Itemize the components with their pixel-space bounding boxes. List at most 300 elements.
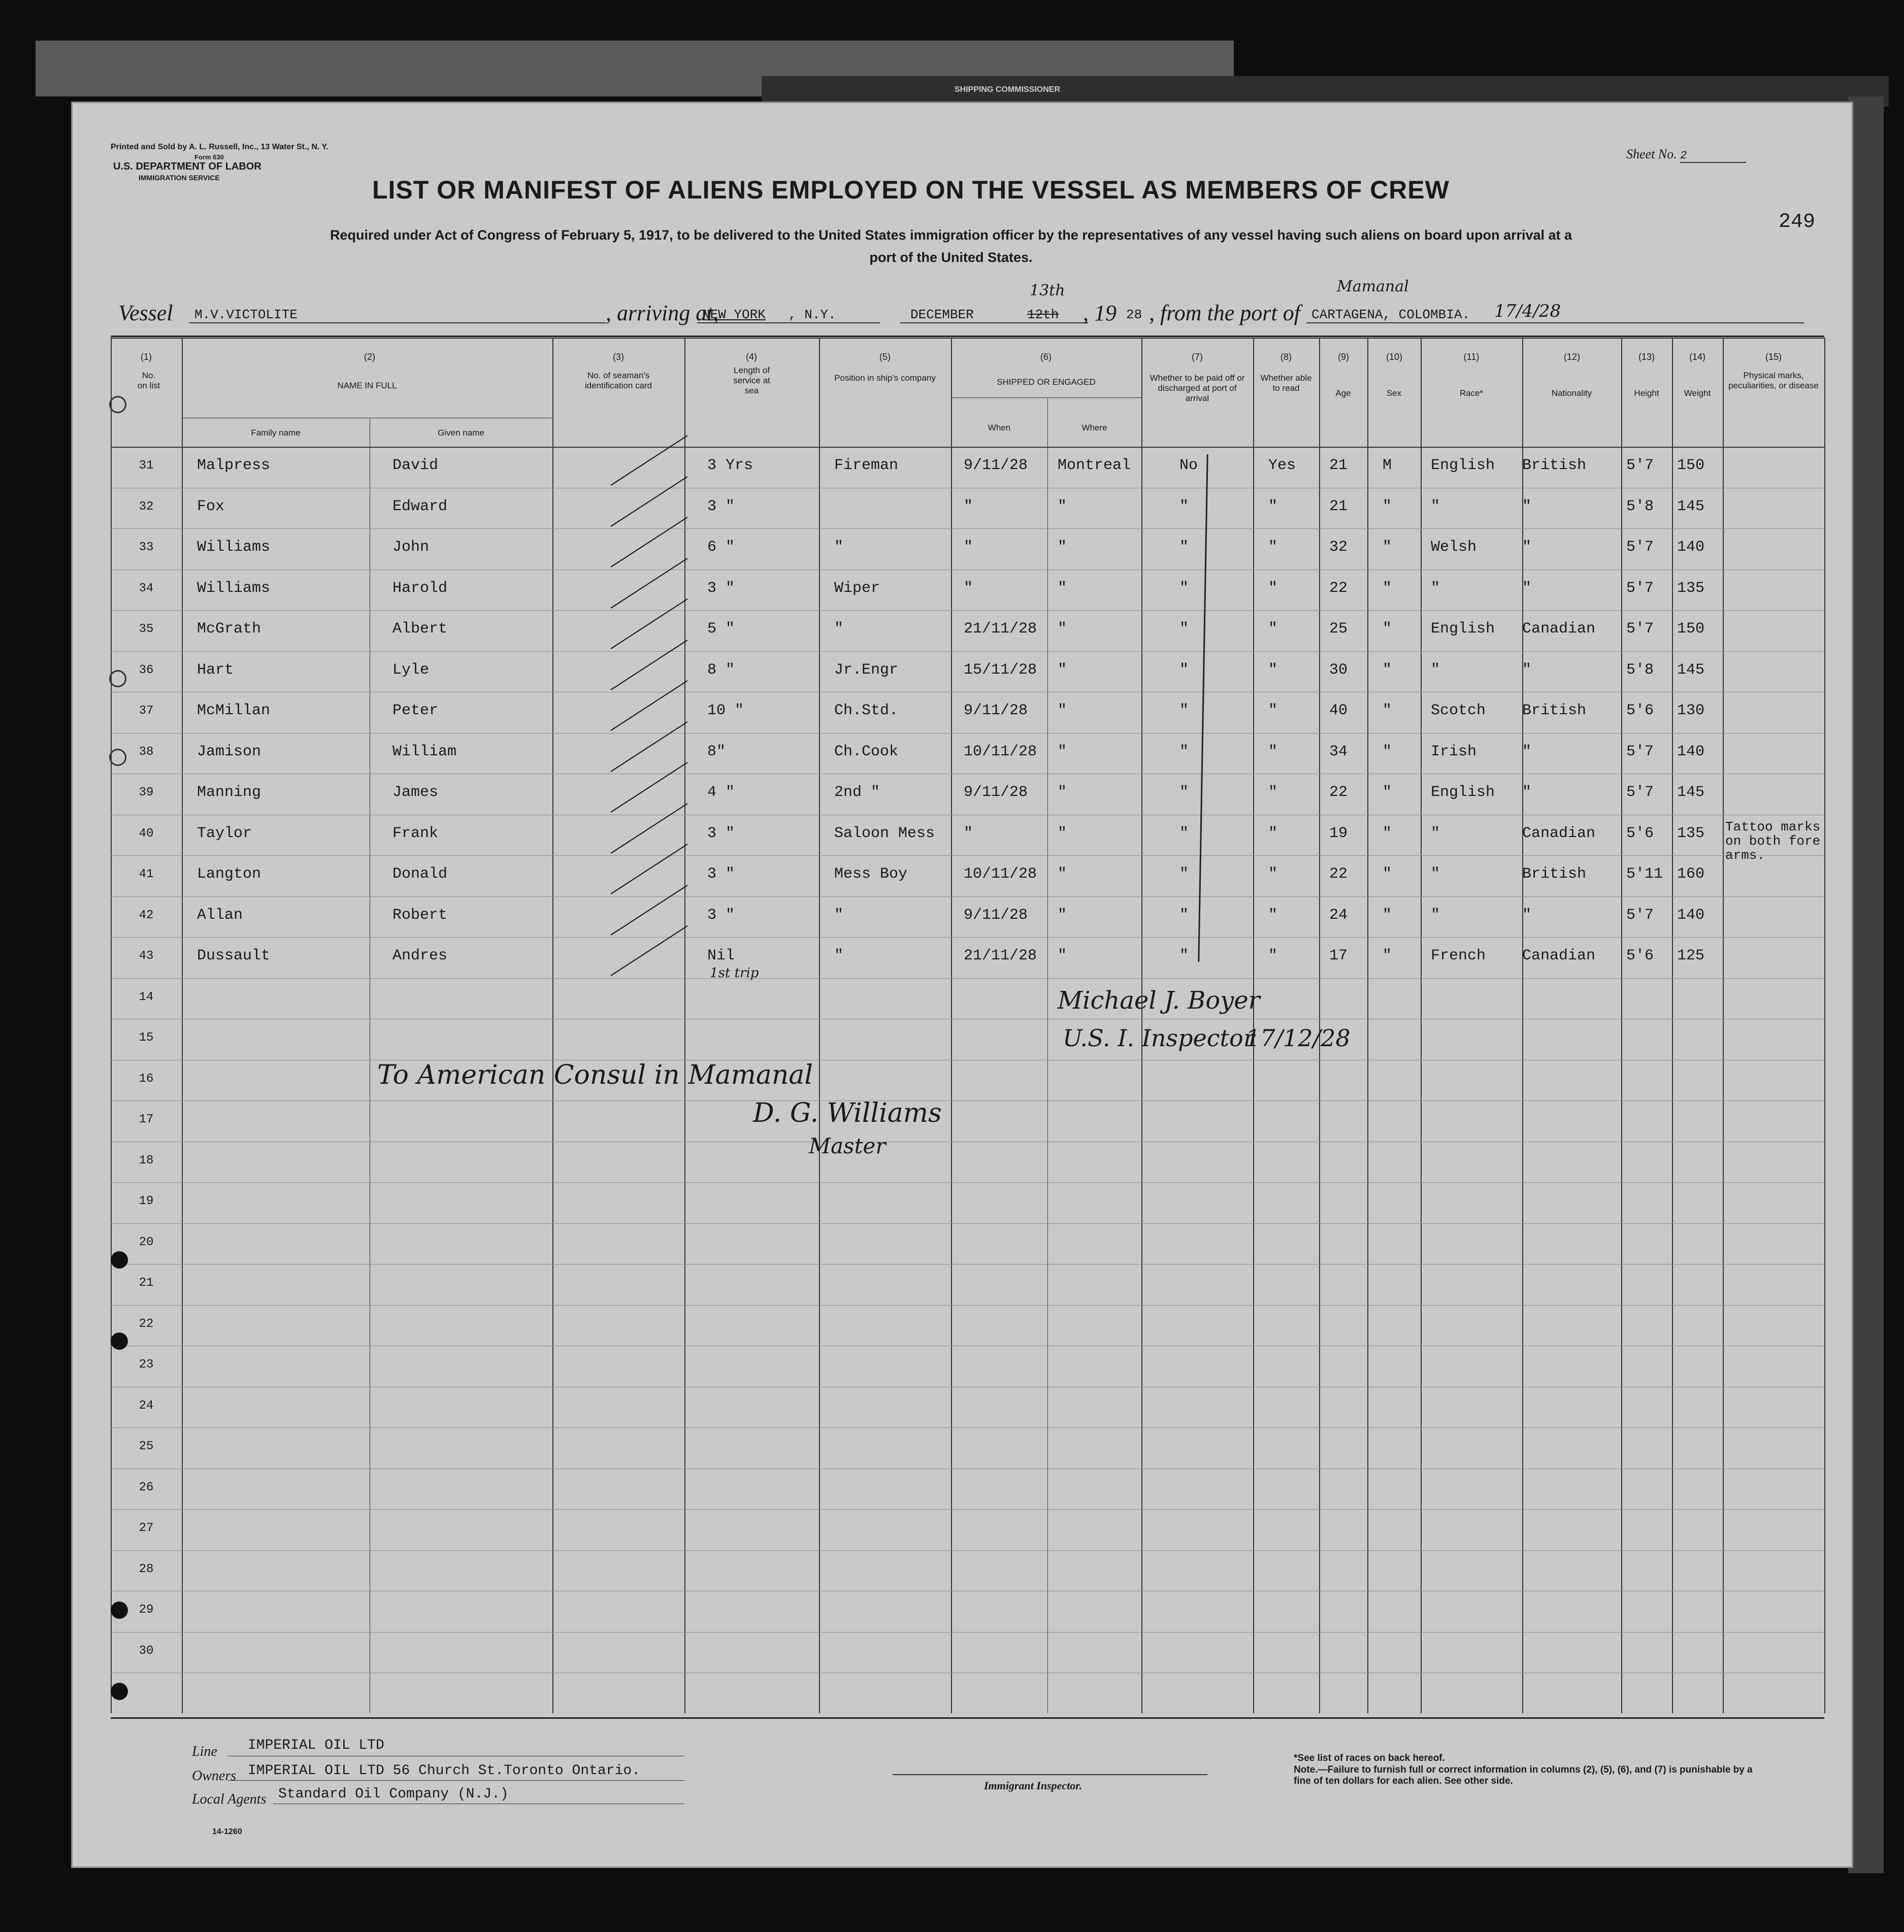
cell-nationality: "	[1522, 497, 1532, 515]
row-number: 29	[139, 1603, 154, 1617]
crew-table	[111, 338, 1824, 1713]
shipped-subhead-rule	[951, 397, 1141, 398]
row-number: 28	[139, 1562, 154, 1576]
page-stamp: 249	[1779, 211, 1816, 234]
manifest-sheet	[71, 102, 1853, 1868]
cell-paid-off: "	[1179, 865, 1189, 883]
cell-sex: "	[1383, 579, 1392, 597]
form-number: Form 630	[194, 153, 224, 161]
subtitle-line-1: Required under Act of Congress of February 5, 1917, to be delivered to the United States immigration officer by the representatives of any vessel having such aliens on board upon arrival at a	[330, 227, 1572, 243]
cell-weight: 140	[1677, 906, 1705, 924]
cell-sex: "	[1383, 497, 1392, 515]
cell-paid-off: No	[1179, 457, 1198, 474]
cell-race: Welsh	[1431, 539, 1477, 556]
sheet-number: 2	[1680, 149, 1746, 163]
cell-when: 9/11/28	[964, 457, 1028, 474]
cell-service: 8"	[707, 743, 726, 760]
cell-sex: "	[1383, 743, 1392, 760]
cell-when: "	[964, 579, 973, 597]
cell-height: 5'6	[1626, 824, 1654, 842]
sheet-number-field	[1626, 147, 1746, 163]
races-note: *See list of races on back hereof.	[1294, 1753, 1445, 1763]
port-corrected: Mamanal	[1337, 278, 1409, 295]
cell-position: "	[834, 620, 844, 638]
year-suffix: 28	[1126, 307, 1142, 322]
punch-ring	[109, 396, 126, 413]
cell-nationality: Canadian	[1522, 947, 1596, 964]
cell-weight: 145	[1677, 784, 1705, 801]
row-number: 23	[139, 1358, 154, 1372]
cell-paid-off: "	[1179, 906, 1189, 924]
col-height: Height	[1634, 388, 1659, 398]
col-able-to-read: Whether able to read	[1260, 373, 1312, 393]
cell-given: Lyle	[392, 661, 430, 679]
paid-off-stroke	[1198, 454, 1208, 962]
master-signature: D. G. Williams	[753, 1098, 942, 1128]
line-value: IMPERIAL OIL LTD	[248, 1738, 384, 1753]
cell-given: James	[392, 784, 439, 801]
cell-when: 9/11/28	[964, 702, 1028, 719]
cell-family: McGrath	[197, 620, 261, 638]
page-title: LIST OR MANIFEST OF ALIENS EMPLOYED ON THE VESSEL AS MEMBERS OF CREW	[372, 176, 1450, 204]
col-when: When	[988, 423, 1011, 432]
grid-vline	[1421, 338, 1422, 1713]
cell-when: "	[964, 539, 973, 556]
cell-given: Frank	[392, 824, 439, 842]
row-rule	[111, 610, 1824, 611]
colnum-2: (2)	[364, 352, 375, 362]
form-code: 14-1260	[212, 1827, 242, 1836]
cell-where: "	[1058, 743, 1067, 760]
arriving-label: , arriving at,	[606, 301, 719, 325]
owners-underline	[227, 1780, 684, 1781]
cell-given: John	[392, 539, 430, 556]
cell-nationality: "	[1522, 661, 1532, 679]
cell-paid-off: "	[1179, 497, 1189, 515]
id-card-slash	[610, 680, 687, 731]
punch-ring	[109, 749, 126, 766]
cell-nationality: "	[1522, 906, 1532, 924]
cell-read: "	[1268, 539, 1278, 556]
cell-when: 9/11/28	[964, 906, 1028, 924]
cell-where: "	[1058, 824, 1067, 842]
id-card-slash	[610, 640, 687, 690]
cell-nationality: "	[1522, 579, 1532, 597]
colnum-6: (6)	[1040, 352, 1052, 362]
row-rule	[111, 1305, 1824, 1306]
row-rule	[111, 1509, 1824, 1510]
cell-age: 19	[1329, 824, 1348, 842]
arrival-day-corrected: 13th	[1030, 282, 1065, 299]
colnum-11: (11)	[1463, 352, 1480, 362]
cell-when: 9/11/28	[964, 784, 1028, 801]
cell-nationality: "	[1522, 743, 1532, 760]
cell-service: Nil	[707, 947, 735, 964]
cell-age: 21	[1329, 497, 1348, 515]
vessel-label: Vessel	[118, 301, 173, 325]
year-prefix: , 19	[1083, 301, 1117, 325]
cell-sex: "	[1383, 620, 1392, 638]
cell-nationality: "	[1522, 539, 1532, 556]
cell-read: "	[1268, 620, 1278, 638]
cell-race: "	[1431, 661, 1440, 679]
grid-vline	[1367, 338, 1368, 1713]
arriving-state: , N.Y.	[789, 307, 836, 322]
cell-where: "	[1058, 906, 1067, 924]
cell-race: English	[1431, 784, 1495, 801]
cell-height: 5'7	[1626, 743, 1654, 760]
printer-line: Printed and Sold by A. L. Russell, Inc., 13 Water St., N. Y.	[111, 143, 329, 151]
cell-read: Yes	[1268, 457, 1296, 474]
cell-read: "	[1268, 702, 1278, 719]
cell-where: "	[1058, 620, 1067, 638]
cell-position: Ch.Std.	[834, 702, 899, 719]
id-card-slash	[610, 558, 687, 609]
cell-family: Fox	[197, 497, 225, 515]
arriving-underline	[697, 321, 880, 323]
vessel-name: M.V.VICTOLITE	[194, 307, 298, 322]
cell-family: Manning	[197, 784, 261, 801]
row-rule	[111, 1182, 1824, 1183]
cell-given: Peter	[392, 702, 439, 719]
cell-weight: 150	[1677, 457, 1705, 474]
row-rule	[111, 1427, 1824, 1428]
row-number: 31	[139, 459, 154, 473]
header-bottom-rule	[111, 447, 1824, 448]
row-number: 42	[139, 908, 154, 922]
id-card-slash	[610, 517, 687, 568]
header-rule	[111, 338, 1824, 339]
back-sheet-right	[1848, 96, 1884, 1873]
cell-age: 30	[1329, 661, 1348, 679]
row-rule	[111, 1632, 1824, 1633]
cell-weight: 145	[1677, 497, 1705, 515]
row-rule	[111, 896, 1824, 897]
vessel-name-underline	[189, 321, 606, 323]
cell-race: Scotch	[1431, 702, 1486, 719]
cell-age: 32	[1329, 539, 1348, 556]
cell-when: "	[964, 824, 973, 842]
cell-family: McMillan	[197, 702, 271, 719]
cell-paid-off: "	[1179, 620, 1189, 638]
cell-height: 5'8	[1626, 497, 1654, 515]
punch-hole	[111, 1683, 128, 1700]
colnum-12: (12)	[1563, 352, 1580, 362]
colnum-14: (14)	[1689, 352, 1705, 362]
cell-when: 10/11/28	[964, 865, 1037, 883]
cell-position: Mess Boy	[834, 865, 908, 883]
row-rule	[111, 1550, 1824, 1551]
cell-nationality: Canadian	[1522, 824, 1596, 842]
col-family-name: Family name	[251, 428, 301, 438]
vessel-line	[118, 278, 1850, 326]
cell-family: Malpress	[197, 457, 271, 474]
cell-when: 21/11/28	[964, 947, 1037, 964]
cell-weight: 135	[1677, 579, 1705, 597]
grid-vline	[1621, 338, 1622, 1713]
cell-race: English	[1431, 457, 1495, 474]
first-trip-note: 1st trip	[710, 965, 759, 981]
top-strip-label: SHIPPING COMMISSIONER	[955, 85, 1061, 94]
cell-height: 5'8	[1626, 661, 1654, 679]
grid-vline	[552, 338, 553, 1713]
row-number: 22	[139, 1317, 154, 1331]
cell-where: "	[1058, 702, 1067, 719]
col-race: Race*	[1459, 388, 1484, 398]
line-label: Line	[192, 1744, 217, 1759]
cell-weight: 145	[1677, 661, 1705, 679]
cell-height: 5'6	[1626, 702, 1654, 719]
cell-sex: "	[1383, 784, 1392, 801]
cell-where: "	[1058, 539, 1067, 556]
cell-race: "	[1431, 824, 1440, 842]
fine-note: Note.—Failure to furnish full or correct information in columns (2), (5), (6), and (7) is punishable by a fine of ten dollars for each alien. See other side.	[1294, 1764, 1753, 1786]
id-card-slash	[610, 762, 687, 813]
cell-when: 21/11/28	[964, 620, 1037, 638]
cell-given: David	[392, 457, 439, 474]
cell-age: 24	[1329, 906, 1348, 924]
col-where: Where	[1081, 423, 1107, 432]
cell-where: "	[1058, 865, 1067, 883]
row-number: 27	[139, 1521, 154, 1535]
row-number: 30	[139, 1644, 154, 1658]
from-label: , from the port of	[1149, 301, 1300, 325]
cell-read: "	[1268, 824, 1278, 842]
row-rule	[111, 733, 1824, 734]
cell-service: 5 "	[707, 620, 735, 638]
cell-weight: 140	[1677, 539, 1705, 556]
id-card-slash	[610, 885, 687, 936]
row-number: 14	[139, 990, 154, 1004]
col-given-name: Given name	[438, 428, 484, 438]
row-number: 37	[139, 704, 154, 718]
id-card-slash	[610, 803, 687, 854]
colnum-3: (3)	[613, 352, 624, 362]
cell-read: "	[1268, 784, 1278, 801]
cell-service: 3 "	[707, 497, 735, 515]
footer	[111, 1717, 1824, 1859]
cell-weight: 130	[1677, 702, 1705, 719]
cell-given: Donald	[392, 865, 448, 883]
cell-service: 10 "	[707, 702, 744, 719]
cell-read: "	[1268, 865, 1278, 883]
grid-vline	[1672, 338, 1673, 1713]
grid-vline	[819, 338, 820, 1713]
arriving-port: NEW YORK	[702, 307, 766, 322]
cell-position: "	[834, 539, 844, 556]
punch-hole	[111, 1333, 128, 1350]
arrival-day-struck: 12th	[1027, 307, 1059, 322]
id-card-slash	[610, 435, 687, 486]
row-number: 38	[139, 745, 154, 759]
grid-vline	[951, 338, 952, 1713]
col-nationality: Nationality	[1551, 388, 1592, 398]
cell-where: "	[1058, 497, 1067, 515]
row-number: 17	[139, 1113, 154, 1126]
cell-position: Fireman	[834, 457, 899, 474]
cell-sex: "	[1383, 702, 1392, 719]
row-number: 25	[139, 1440, 154, 1453]
cell-position: Jr.Engr	[834, 661, 899, 679]
cell-nationality: Canadian	[1522, 620, 1596, 638]
row-number: 36	[139, 663, 154, 677]
cell-family: Williams	[197, 539, 271, 556]
cell-position: "	[834, 947, 844, 964]
col-position: Position in ship's company	[834, 373, 936, 383]
cell-sex: "	[1383, 865, 1392, 883]
id-card-slash	[610, 476, 687, 527]
cell-race: "	[1431, 497, 1440, 515]
cell-position: 2nd "	[834, 784, 880, 801]
colnum-8: (8)	[1281, 352, 1292, 362]
row-rule	[111, 528, 1824, 529]
agents-label: Local Agents	[192, 1791, 267, 1807]
cell-paid-off: "	[1179, 539, 1189, 556]
row-rule	[111, 1223, 1824, 1224]
cell-race: "	[1431, 579, 1440, 597]
cell-position: "	[834, 906, 844, 924]
cell-read: "	[1268, 947, 1278, 964]
punch-ring	[109, 670, 126, 687]
cell-service: 3 Yrs	[707, 457, 753, 474]
cell-where: "	[1058, 579, 1067, 597]
cell-age: 34	[1329, 743, 1348, 760]
col-length-service: Length of service at sea	[733, 365, 770, 395]
cell-when: 10/11/28	[964, 743, 1037, 760]
col-shipped-engaged: SHIPPED OR ENGAGED	[997, 377, 1096, 387]
cell-service: 3 "	[707, 906, 735, 924]
cell-weight: 160	[1677, 865, 1705, 883]
row-number: 39	[139, 786, 154, 800]
col-age: Age	[1335, 388, 1351, 398]
colnum-5: (5)	[879, 352, 891, 362]
sheet-label: Sheet No.	[1626, 147, 1677, 161]
cell-sex: "	[1383, 661, 1392, 679]
vessel-rule	[111, 336, 1824, 337]
cell-read: "	[1268, 906, 1278, 924]
cell-paid-off: "	[1179, 947, 1189, 964]
row-rule	[111, 978, 1824, 979]
cell-family: Dussault	[197, 947, 271, 964]
date-underline	[900, 321, 1088, 323]
cell-sex: M	[1383, 457, 1392, 474]
cell-race: Irish	[1431, 743, 1477, 760]
cell-physical-marks: Tattoo marks on both fore arms.	[1725, 819, 1821, 863]
cell-given: Andres	[392, 947, 448, 964]
cell-age: 22	[1329, 784, 1348, 801]
consul-note: To American Consul in Mamanal	[377, 1060, 813, 1090]
colnum-15: (15)	[1765, 352, 1782, 362]
row-number: 32	[139, 499, 154, 514]
cell-race: "	[1431, 865, 1440, 883]
cell-height: 5'7	[1626, 620, 1654, 638]
cell-height: 5'11	[1626, 865, 1663, 883]
colnum-9: (9)	[1338, 352, 1349, 362]
cell-read: "	[1268, 661, 1278, 679]
colnum-7: (7)	[1192, 352, 1203, 362]
cell-service: 6 "	[707, 539, 735, 556]
subtitle	[189, 224, 1713, 269]
cell-height: 5'7	[1626, 784, 1654, 801]
cell-given: Albert	[392, 620, 448, 638]
cell-height: 5'7	[1626, 579, 1654, 597]
row-number: 33	[139, 541, 154, 554]
cell-given: Edward	[392, 497, 448, 515]
colnum-4: (4)	[746, 352, 757, 362]
from-underline	[1306, 321, 1804, 323]
cell-service: 8 "	[707, 661, 735, 679]
cell-nationality: British	[1522, 457, 1587, 474]
cell-race: "	[1431, 906, 1440, 924]
row-rule	[111, 937, 1824, 938]
date-note: 17/4/28	[1494, 301, 1561, 321]
grid-vline	[1824, 338, 1825, 1713]
cell-family: Allan	[197, 906, 243, 924]
cell-given: William	[392, 743, 457, 760]
grid-vline	[684, 338, 685, 1713]
row-number: 21	[139, 1276, 154, 1290]
row-number: 19	[139, 1194, 154, 1208]
row-number: 18	[139, 1153, 154, 1168]
cell-family: Langton	[197, 865, 261, 883]
cell-position: Wiper	[834, 579, 880, 597]
cell-age: 17	[1329, 947, 1348, 964]
cell-position: Ch.Cook	[834, 743, 899, 760]
cell-nationality: British	[1522, 865, 1587, 883]
cell-paid-off: "	[1179, 702, 1189, 719]
id-card-slash	[610, 925, 687, 976]
cell-given: Robert	[392, 906, 448, 924]
colnum-13: (13)	[1638, 352, 1655, 362]
cell-height: 5'7	[1626, 457, 1654, 474]
col-name-in-full: NAME IN FULL	[337, 381, 397, 390]
id-card-slash	[610, 844, 687, 894]
cell-height: 5'7	[1626, 539, 1654, 556]
inspector-signature: Michael J. Boyer	[1058, 986, 1260, 1015]
row-number: 43	[139, 949, 154, 963]
punch-hole	[111, 1251, 128, 1269]
cell-when: 15/11/28	[964, 661, 1037, 679]
col-physical-marks: Physical marks, peculiarities, or disease	[1728, 371, 1819, 390]
cell-given: Harold	[392, 579, 448, 597]
cell-service: 3 "	[707, 579, 735, 597]
cell-where: "	[1058, 661, 1067, 679]
grid-vline	[1047, 398, 1048, 1713]
row-rule	[111, 651, 1824, 652]
cell-age: 22	[1329, 579, 1348, 597]
inspector-signature-line	[893, 1774, 1207, 1775]
cell-weight: 125	[1677, 947, 1705, 964]
department: U.S. DEPARTMENT OF LABOR	[113, 161, 261, 172]
cell-race: French	[1431, 947, 1486, 964]
cell-family: Williams	[197, 579, 271, 597]
cell-nationality: "	[1522, 784, 1532, 801]
row-number: 26	[139, 1480, 154, 1494]
col-sex: Sex	[1386, 388, 1402, 398]
cell-service: 3 "	[707, 865, 735, 883]
grid-vline	[111, 338, 112, 1713]
cell-family: Jamison	[197, 743, 261, 760]
grid-vline	[1723, 338, 1724, 1713]
cell-position: Saloon Mess	[834, 824, 935, 842]
cell-service: 3 "	[707, 824, 735, 842]
cell-nationality: British	[1522, 702, 1587, 719]
service: IMMIGRATION SERVICE	[139, 174, 220, 182]
cell-height: 5'6	[1626, 947, 1654, 964]
cell-age: 25	[1329, 620, 1348, 638]
id-card-slash	[610, 721, 687, 772]
row-number: 24	[139, 1398, 154, 1413]
